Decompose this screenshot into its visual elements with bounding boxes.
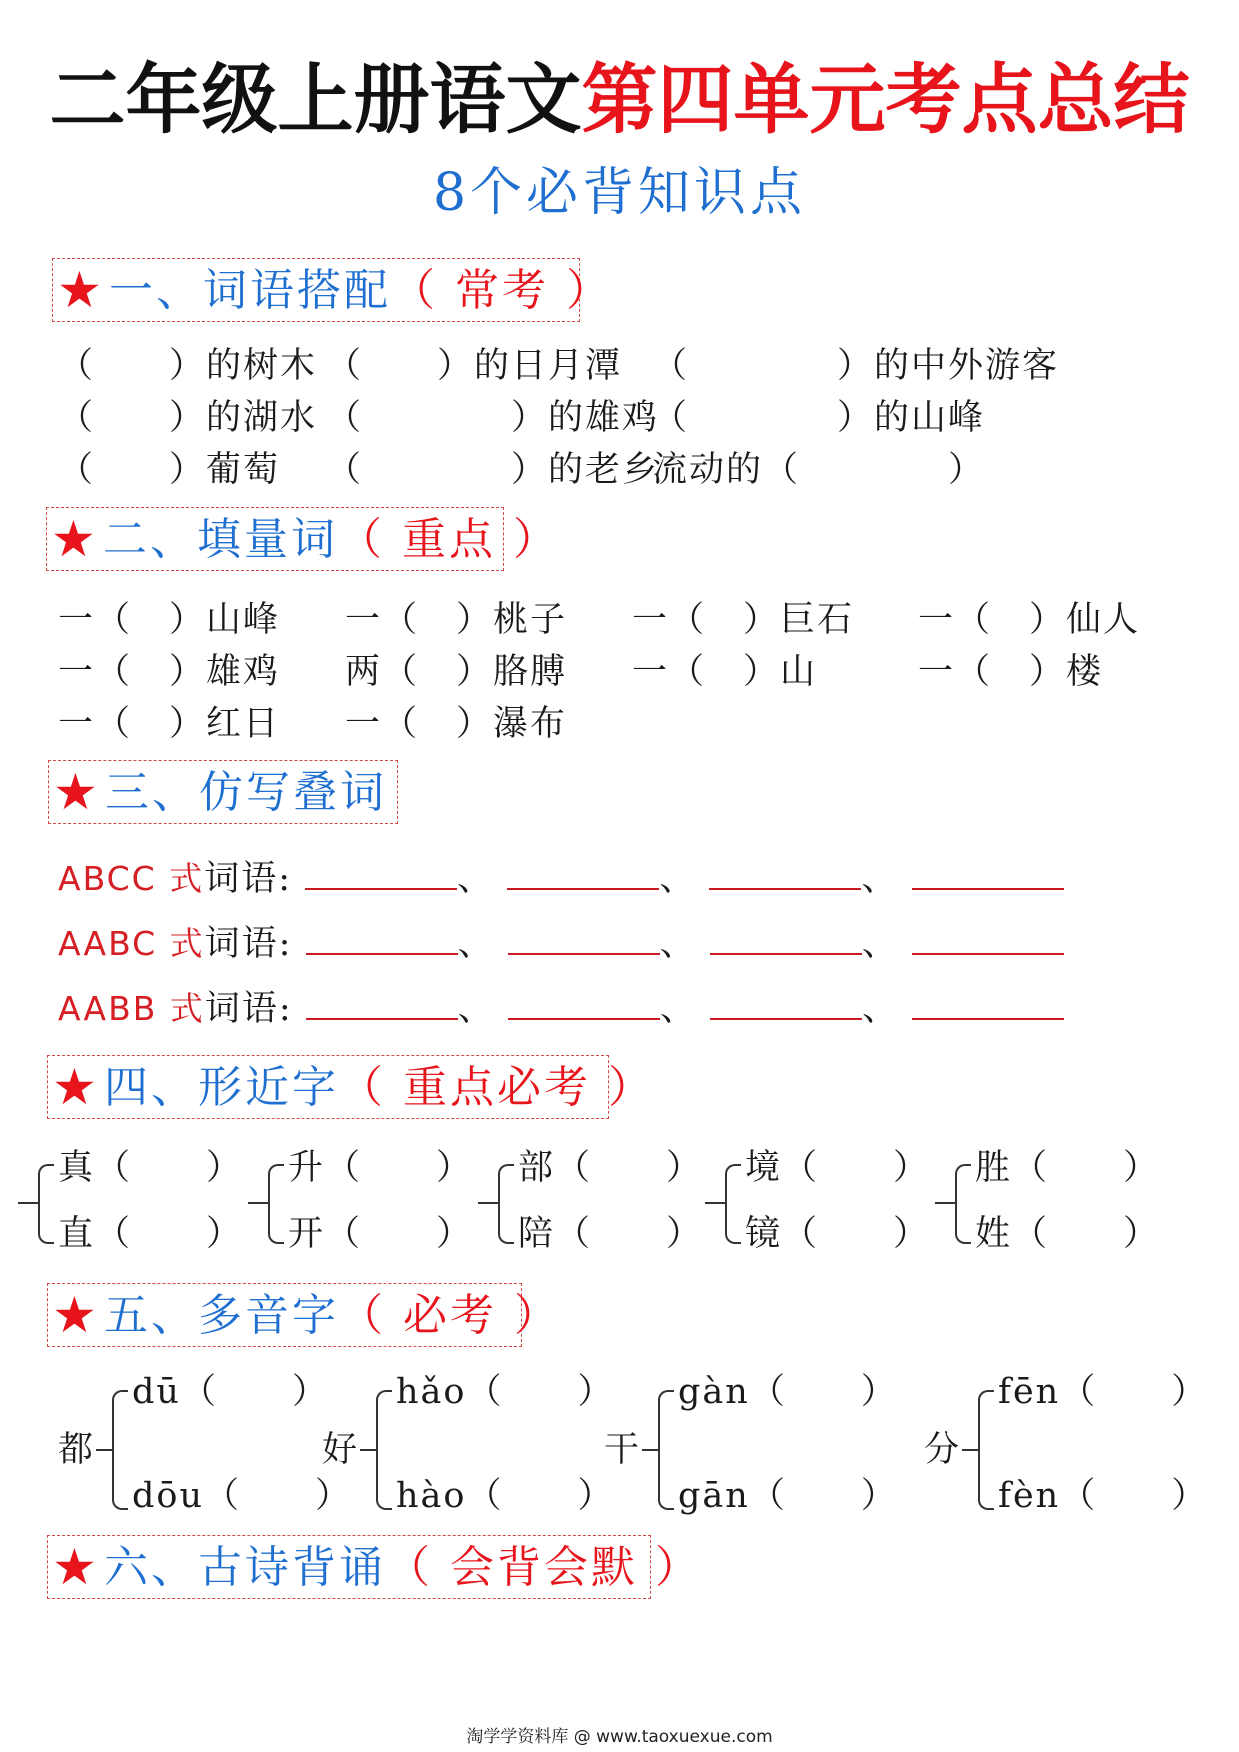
measure-item: 一（ ）山峰 [58,600,281,640]
similar-char-bottom: 开（ ） [288,1214,474,1254]
pattern-label: AABB 式 [58,989,205,1028]
star-icon: ★ [52,1058,97,1116]
brace [955,1164,971,1244]
measure-item: 一（ ）红日 [58,704,281,744]
section-title: 四、形近字 [104,1062,339,1113]
collocation-item: （ ）的雄鸡 [326,398,660,438]
similar-char-bottom: 直（ ） [58,1214,244,1254]
section-title: 五、多音字 [104,1290,339,1341]
similar-char-top: 真（ ） [58,1148,244,1188]
reduplication-row [58,921,1064,966]
answer-blank[interactable] [912,856,1064,890]
separator: 、 [457,859,495,899]
similar-char-top: 部（ ） [518,1148,704,1188]
pattern-label: ABCC 式 [58,859,205,898]
separator: 、 [862,989,900,1029]
pattern-label: AABC 式 [58,924,205,963]
brace-tick [935,1202,955,1204]
section-tag: （ 重点 ） [338,514,560,565]
separator: 、 [659,989,697,1029]
polyphone-reading-bottom: fèn（ ） [998,1476,1209,1516]
measure-item: 两（ ）胳膊 [345,652,568,692]
section-tag: （ 重点必考 ） [339,1062,655,1113]
answer-blank[interactable] [305,856,457,890]
similar-char-bottom: 陪（ ） [518,1214,704,1254]
separator: 、 [457,989,495,1029]
collocation-item: （ ）葡萄 [58,450,281,490]
brace-tick [18,1202,38,1204]
polyphone-reading-top: gàn（ ） [678,1372,898,1412]
page-subtitle: 8个必背知识点 [432,163,807,223]
answer-blank[interactable] [508,921,660,955]
similar-char-top: 胜（ ） [975,1148,1161,1188]
polyphone-char: 好 [322,1430,360,1470]
polyphone-char: 干 [604,1430,642,1470]
separator: 、 [659,859,697,899]
measure-item: 一（ ）仙人 [918,600,1141,640]
section-header-similar-chars [47,1055,655,1119]
polyphone-reading-bottom: dōu（ ） [132,1476,353,1516]
brace [725,1164,741,1244]
reduplication-row [58,986,1064,1031]
star-icon: ★ [52,1286,97,1344]
answer-blank[interactable] [710,921,862,955]
section-title: 三、仿写叠词 [105,767,387,818]
answer-blank[interactable] [912,986,1064,1020]
similar-char-top: 升（ ） [288,1148,474,1188]
section-title: 二、填量词 [103,514,338,565]
reduplication-row [58,856,1064,901]
row-label: 词语: [204,989,293,1029]
row-label: 词语: [204,859,293,899]
section-title: 一、词语搭配 [109,265,391,316]
section-tag: （ 会背会默 ） [386,1542,702,1593]
polyphone-reading-bottom: gān（ ） [678,1476,898,1516]
collocation-item: （ ）的老乡 [326,450,660,490]
answer-blank[interactable] [710,986,862,1020]
brace-tick [360,1449,376,1451]
separator: 、 [861,859,899,899]
separator: 、 [457,924,495,964]
brace [978,1390,994,1510]
brace [498,1164,514,1244]
polyphone-reading-top: hǎo（ ） [396,1372,615,1412]
measure-item: 一（ ）桃子 [345,600,568,640]
similar-char-top: 境（ ） [745,1148,931,1188]
brace-tick [248,1202,268,1204]
brace [112,1390,128,1510]
answer-blank[interactable] [912,921,1064,955]
brace-tick [705,1202,725,1204]
brace-tick [642,1449,658,1451]
brace-tick [478,1202,498,1204]
star-icon: ★ [57,261,102,319]
brace [658,1390,674,1510]
section-tag: （ 常考 ） [391,265,613,316]
section-header-poetry [47,1535,702,1599]
polyphone-reading-top: fēn（ ） [998,1372,1209,1412]
collocation-item: （ ）的日月潭 [326,346,623,386]
row-label: 词语: [204,924,293,964]
polyphone-char: 都 [58,1430,96,1470]
measure-item: 一（ ）巨石 [632,600,855,640]
measure-item: 一（ ）雄鸡 [58,652,281,692]
answer-blank[interactable] [709,856,861,890]
brace [268,1164,284,1244]
answer-blank[interactable] [507,856,659,890]
section-header-collocation [52,258,613,322]
collocation-item: （ ）的中外游客 [652,346,1060,386]
separator: 、 [861,924,899,964]
polyphone-reading-top: dū（ ） [132,1372,329,1412]
page-title [0,52,1239,148]
measure-item: 一（ ）瀑布 [345,704,568,744]
polyphone-reading-bottom: hào（ ） [396,1476,615,1516]
brace-tick [96,1449,112,1451]
brace-tick [962,1449,978,1451]
similar-char-bottom: 镜（ ） [745,1214,931,1254]
section-header-measure-words [46,507,560,571]
section-title: 六、古诗背诵 [104,1542,386,1593]
answer-blank[interactable] [306,986,458,1020]
measure-item: 一（ ）楼 [918,652,1104,692]
star-icon: ★ [51,510,96,568]
brace [376,1390,392,1510]
brace [38,1164,54,1244]
star-icon: ★ [52,1538,97,1596]
section-header-polyphones [47,1283,561,1347]
collocation-item: （ ）的树木 [58,346,318,386]
separator: 、 [659,924,697,964]
section-header-reduplication [48,760,398,824]
collocation-item: 流动的（ ） [652,450,986,490]
star-icon: ★ [53,763,98,821]
title-black: 二年级上册语文 [49,55,582,144]
collocation-item: （ ）的山峰 [652,398,986,438]
similar-char-bottom: 姓（ ） [975,1214,1161,1254]
footer-watermark: 淘学学资料库 @ www.taoxuexue.com [466,1727,773,1747]
answer-blank[interactable] [306,921,458,955]
polyphone-char: 分 [924,1430,962,1470]
answer-blank[interactable] [508,986,660,1020]
title-red: 第四单元考点总结 [581,55,1190,144]
collocation-item: （ ）的湖水 [58,398,318,438]
measure-item: 一（ ）山 [632,652,818,692]
section-tag: （ 必考 ） [339,1290,561,1341]
